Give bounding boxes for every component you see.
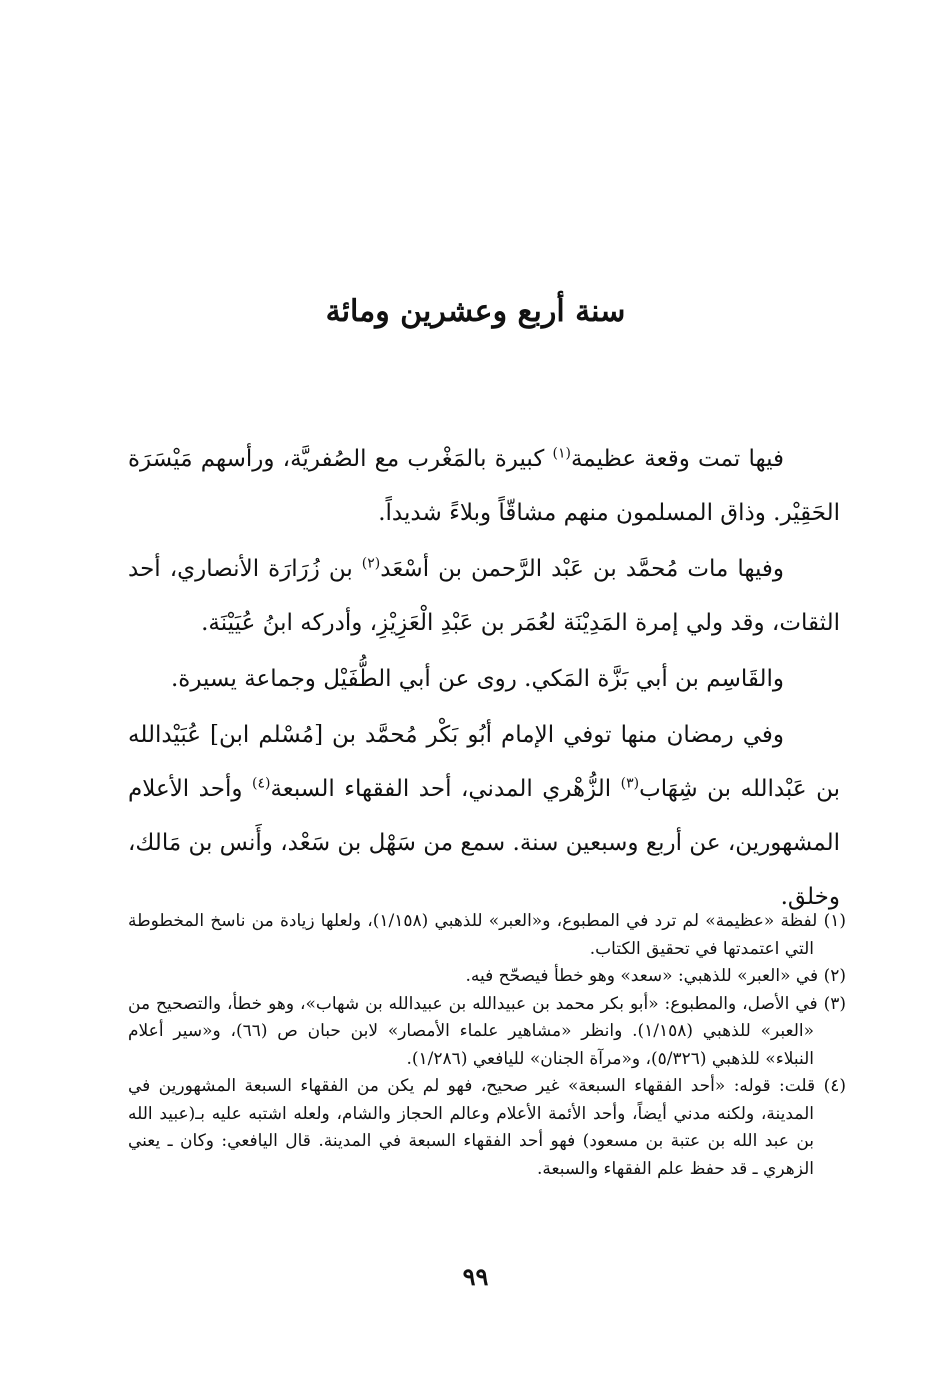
chapter-title: سنة أربع وعشرين ومائة bbox=[325, 294, 626, 329]
main-text bbox=[128, 432, 840, 924]
footnote-ref: (٣) bbox=[620, 775, 640, 792]
footnote-ref: (٤) bbox=[251, 775, 271, 792]
paragraph: وفي رمضان منها توفي الإمام أبُو بَكْر مُحمَّد بن [مُسْلم ابن] عُبَيْدالله بن عَبْدالله بن شِهَاب$^{(٣)}$ الزُّهْري المدني، أحد الفقهاء السبعة$^{(٤)}$ وأحد الأعلام المشهورين، عن أربع وسبعين سنة. سمع من سَهْل بن سَعْد، وأَنس بن مَالك، وخلق. bbox=[128, 722, 840, 910]
page-number: ٩٩ bbox=[462, 1262, 489, 1291]
paragraph: وفيها مات مُحمَّد بن عَبْد الرَّحمن بن أسْعَد$^{(٢)}$ بن زُرَارَة الأنصاري، أحد الثقات، وقد ولي إمرة المَدِيْنَة لعُمَر بن عَبْدِ الْعَزِيْزِ، وأدركه ابنُ عُيَيْنَة. bbox=[128, 555, 840, 636]
paragraph: والقَاسِم بن أبي بَزَّة المَكي. روى عن أبي الطُّفَيْل وجماعة يسيرة. bbox=[171, 666, 784, 692]
footnote-ref: (١) bbox=[552, 445, 571, 462]
footnote: (٤) قلت: قوله: «أحد الفقهاء السبعة» غير صحيح، فهو لم يكن من الفقهاء السبعة المشهورين في المدينة، ولكنه مدني أيضاً، وأحد الأئمة الأعلام وعالم الحجاز والشام، ولعله اشتبه عليه بـ(عبيد الله بن عبد الله بن عتبة بن مسعود) فهو أحد الفقهاء السبعة في المدينة. قال اليافعي: وكان ـ يعني الزهري ـ قد حفظ علم الفقهاء والسبعة. bbox=[128, 1076, 846, 1179]
footnote: (٢) في «العبر» للذهبي: «سعد» وهو خطأ فيصحّح فيه. bbox=[465, 966, 846, 986]
footnote: (٣) في الأصل، والمطبوع: «أبو بكر محمد بن عبيدالله بن عبيدالله بن شهاب»، وهو خطأ، والتصحيح من «العبر» للذهبي (١/١٥٨). وانظر «مشاهير علماء الأمصار» لابن حبان ص (٦٦)، و«سير أعلام النبلاء» للذهبي (٥/٣٢٦)، و«مرآة الجنان» لليافعي (١/٢٨٦). bbox=[128, 993, 846, 1069]
footnote-ref: (٢) bbox=[361, 555, 381, 572]
paragraph: فيها تمت وقعة عظيمة$^{(١)}$ كبيرة بالمَغْرب مع الصُفريَّة، ورأسهم مَيْسَرَة الحَقِيْر. وذاق المسلمون منهم مشاقّاً وبلاءً شديداً. bbox=[128, 445, 840, 526]
footnotes bbox=[128, 908, 846, 1183]
footnote: (١) لفظة «عظيمة» لم ترد في المطبوع، و«العبر» للذهبي (١/١٥٨)، ولعلها زيادة من ناسخ المخطوطة التي اعتمدتها في تحقيق الكتاب. bbox=[128, 911, 846, 959]
